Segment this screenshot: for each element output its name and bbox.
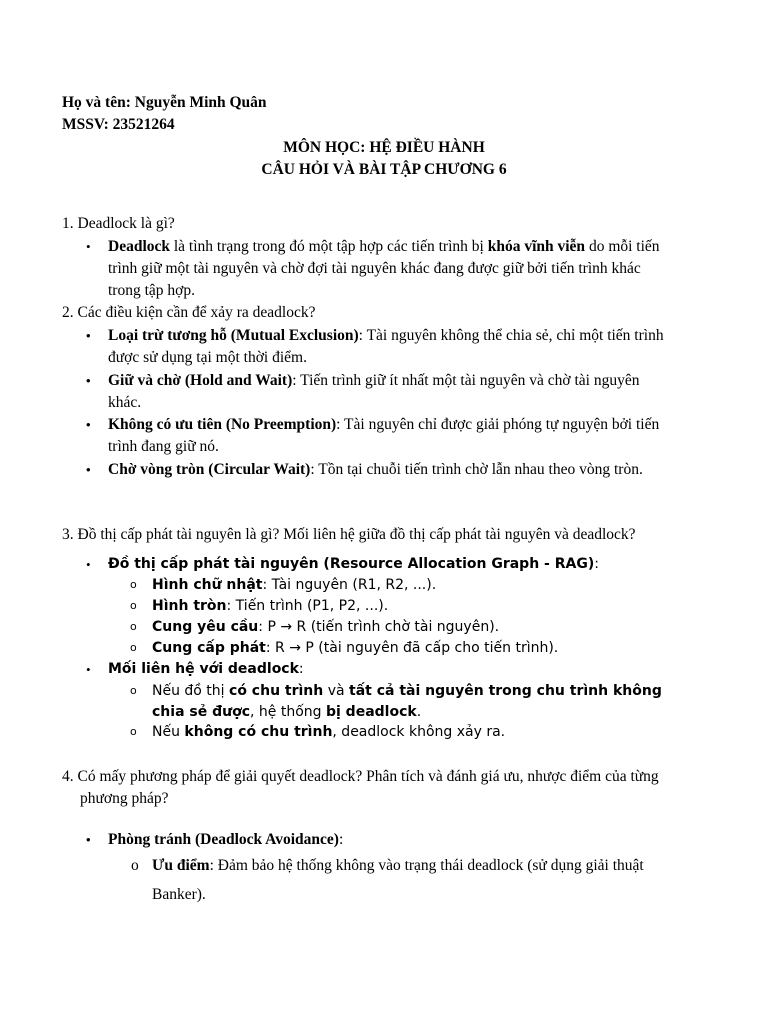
circle-bullet-icon: o [130, 620, 137, 633]
q1-answer-line-3: trong tập hợp. [108, 282, 195, 299]
q2-item-1-cont: được sử dụng tại một thời điểm. [108, 349, 307, 366]
q1-answer-line-1: Deadlock là tình trạng trong đó một tập hợp các tiến trình bị khóa vĩnh viễn do mỗi tiến [108, 238, 660, 255]
bullet-icon: • [86, 662, 91, 677]
q2-item-3-cont: trình đang giữ nó. [108, 438, 219, 455]
rag-item-request-edge: Cung yêu cầu: P → R (tiến trình chờ tài nguyên). [152, 619, 500, 635]
circle-bullet-icon: o [130, 578, 137, 591]
student-name: Họ và tên: Nguyễn Minh Quân [62, 94, 267, 111]
bullet-icon: • [86, 557, 91, 572]
q2-item-1: Loại trừ tương hỗ (Mutual Exclusion): Tài nguyên không thể chia sẻ, chỉ một tiến trình [108, 327, 664, 344]
advantage-item: Ưu điểm: Đảm bảo hệ thống không vào trạng thái deadlock (sử dụng giải thuật [152, 857, 644, 874]
rag-item-circle: Hình tròn: Tiến trình (P1, P2, ...). [152, 598, 389, 614]
bullet-icon: • [86, 373, 91, 388]
question-2: 2. Các điều kiện cần để xảy ra deadlock? [62, 304, 316, 321]
bullet-icon: • [86, 328, 91, 343]
question-1: 1. Deadlock là gì? [62, 215, 175, 232]
circle-bullet-icon: o [130, 599, 137, 612]
q2-item-2-cont: khác. [108, 394, 142, 411]
subject-title: MÔN HỌC: HỆ ĐIỀU HÀNH [283, 139, 485, 156]
circle-bullet-icon: o [131, 857, 139, 874]
relation-heading: Mối liên hệ với deadlock: [108, 661, 304, 677]
avoidance-heading: Phòng tránh (Deadlock Avoidance): [108, 831, 344, 848]
bullet-icon: • [86, 462, 91, 477]
relation-item-1-cont: chia sẻ được, hệ thống bị deadlock. [152, 704, 422, 720]
bullet-icon: • [86, 832, 91, 847]
circle-bullet-icon: o [130, 641, 137, 654]
q2-item-2: Giữ và chờ (Hold and Wait): Tiến trình giữ ít nhất một tài nguyên và chờ tài nguyên [108, 372, 640, 389]
question-4: 4. Có mấy phương pháp để giải quyết deadlock? Phân tích và đánh giá ưu, nhược điểm của từng [62, 768, 659, 785]
bullet-icon: • [86, 239, 91, 254]
bullet-icon: • [86, 417, 91, 432]
advantage-item-cont: Banker). [152, 886, 206, 903]
q2-item-4: Chờ vòng tròn (Circular Wait): Tồn tại chuỗi tiến trình chờ lẫn nhau theo vòng tròn. [108, 461, 643, 478]
rag-item-rectangle: Hình chữ nhật: Tài nguyên (R1, R2, ...). [152, 577, 437, 593]
question-4-cont: phương pháp? [80, 790, 169, 807]
relation-item-1: Nếu đồ thị có chu trình và tất cả tài nguyên trong chu trình không [152, 683, 662, 699]
student-id: MSSV: 23521264 [62, 116, 175, 133]
circle-bullet-icon: o [130, 684, 137, 697]
relation-item-2: Nếu không có chu trình, deadlock không xảy ra. [152, 724, 506, 740]
q1-answer-line-2: trình giữ một tài nguyên và chờ đợi tài nguyên khác đang được giữ bởi tiến trình khác [108, 260, 641, 277]
chapter-title: CÂU HỎI VÀ BÀI TẬP CHƯƠNG 6 [261, 161, 507, 178]
rag-definition: Đồ thị cấp phát tài nguyên (Resource Allocation Graph - RAG): [108, 556, 599, 572]
q2-item-3: Không có ưu tiên (No Preemption): Tài nguyên chỉ được giải phóng tự nguyện bởi tiến [108, 416, 660, 433]
question-3: 3. Đồ thị cấp phát tài nguyên là gì? Mối liên hệ giữa đồ thị cấp phát tài nguyên và deadlock? [62, 526, 636, 543]
circle-bullet-icon: o [130, 725, 137, 738]
rag-item-assignment-edge: Cung cấp phát: R → P (tài nguyên đã cấp cho tiến trình). [152, 640, 559, 656]
